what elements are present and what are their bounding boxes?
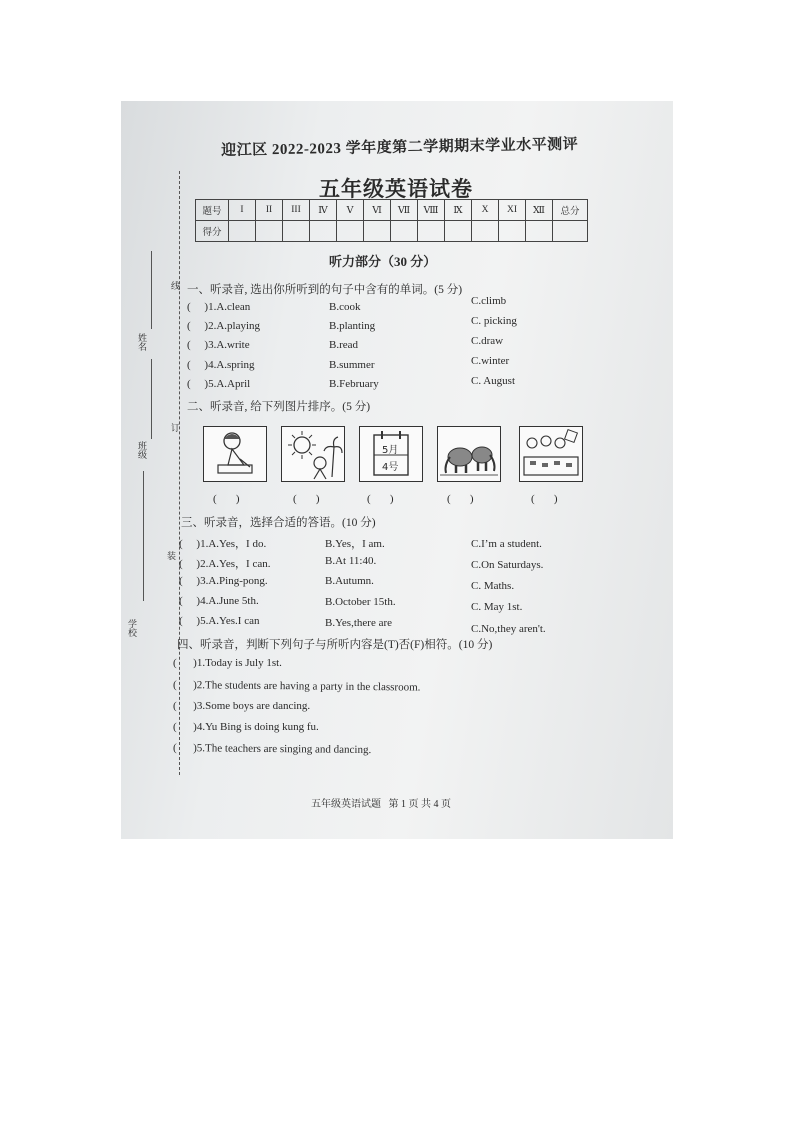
elephant-icon — [438, 427, 500, 481]
s1-q1: ( )1.A.clean — [187, 301, 251, 313]
score-cell[interactable] — [283, 221, 310, 242]
s1-q1-c: C.climb — [471, 295, 507, 307]
bleed-through-text — [221, 123, 224, 135]
score-col: Ⅴ — [337, 200, 364, 221]
s1-q4-c: C.winter — [471, 355, 510, 367]
s3-q2: ( )2.A.Yes，I can. — [179, 558, 271, 570]
exam-title: 迎江区 2022-2023 学年度第二学期期末学业水平测评 — [221, 136, 579, 159]
section1-title: 一、听录音, 选出你所听到的句子中含有的单词。(5 分) — [187, 284, 463, 296]
section4-title: 四、听录音，判断下列句子与所听内容是(T)否(F)相符。(10 分) — [177, 639, 493, 651]
s3-q4: ( )4.A.June 5th. — [179, 595, 259, 607]
s3-q5: ( )5.A.Yes.I can — [179, 615, 260, 627]
picture-calendar — [359, 426, 423, 482]
score-cell[interactable] — [499, 221, 526, 242]
score-col: II — [256, 200, 283, 221]
picture-child-drawing — [203, 426, 267, 482]
exam-subtitle: 五年级英语试卷 — [319, 177, 473, 201]
score-col: III — [283, 200, 310, 221]
score-cell[interactable] — [445, 221, 472, 242]
side-mark-line: 线 — [170, 281, 180, 290]
s1-q5: ( )5.A.April — [187, 378, 251, 390]
sun-icon — [282, 427, 344, 481]
s3-q3-c: C. Maths. — [471, 580, 515, 592]
name-label: 姓名 — [137, 333, 147, 351]
calendar-month: 5月 — [382, 445, 399, 456]
s1-q2: ( )2.A.playing — [187, 320, 261, 332]
school-label: 学校 — [127, 619, 137, 637]
s4-q5: ( )5.The teachers are singing and dancing. — [172, 742, 372, 757]
score-total-header: 总分 — [553, 200, 588, 221]
answer-paren[interactable]: ( ) — [447, 493, 474, 505]
class-label: 班级 — [137, 441, 147, 459]
s4-q4: ( )4.Yu Bing is doing kung fu. — [173, 721, 319, 733]
s3-q4-b: B.October 15th. — [325, 596, 396, 608]
score-table — [195, 199, 588, 242]
s3-q5-c: C.No,they aren't. — [471, 623, 546, 635]
school-underline — [143, 471, 144, 601]
s3-q2-b: B.At 11:40. — [325, 555, 377, 567]
picture-summer-sun — [281, 426, 345, 482]
answer-paren[interactable]: ( ) — [367, 493, 394, 505]
picture-classroom-party — [519, 426, 583, 482]
calendar-day: 4号 — [382, 462, 399, 473]
score-col: Ⅵ — [364, 200, 391, 221]
s1-q4-b: B.summer — [329, 359, 375, 371]
score-cell[interactable] — [364, 221, 391, 242]
score-cell[interactable] — [391, 221, 418, 242]
score-col: XI — [499, 200, 526, 221]
s1-q3-b: B.read — [329, 339, 359, 351]
s3-q1: ( )1.A.Yes，I do. — [179, 538, 267, 550]
score-col: I — [229, 200, 256, 221]
score-total-cell[interactable] — [553, 221, 588, 242]
section2-title: 二、听录音, 给下列图片排序。(5 分) — [187, 401, 371, 413]
score-col: Ⅳ — [310, 200, 337, 221]
s1-q5-b: B.February — [329, 378, 379, 390]
score-cell[interactable] — [418, 221, 445, 242]
s1-q3: ( )3.A.write — [187, 339, 250, 351]
section3-title: 三、听录音，选择合适的答语。(10 分) — [181, 517, 376, 529]
class-underline — [151, 359, 152, 439]
score-cell[interactable] — [337, 221, 364, 242]
answer-paren[interactable]: ( ) — [293, 493, 320, 505]
s4-q2: ( )2.The students are having a party in the classroom. — [172, 679, 421, 694]
score-col: Ⅶ — [391, 200, 418, 221]
s1-q4: ( )4.A.spring — [187, 359, 255, 371]
score-col: X — [472, 200, 499, 221]
score-table-header-label: 题号 — [196, 200, 229, 221]
s3-q3-b: B.Autumn. — [325, 575, 374, 587]
s1-q2-b: B.planting — [329, 320, 376, 332]
exam-photo — [121, 101, 673, 839]
score-col: Ⅷ — [418, 200, 445, 221]
score-col: Ⅸ — [445, 200, 472, 221]
s1-q5-c: C. August — [471, 375, 516, 387]
score-cell[interactable] — [472, 221, 499, 242]
answer-paren[interactable]: ( ) — [531, 493, 558, 505]
s4-q1: ( )1.Today is July 1st. — [173, 657, 282, 669]
s3-q4-c: C. May 1st. — [471, 601, 523, 613]
party-icon — [520, 427, 582, 481]
score-cell[interactable] — [256, 221, 283, 242]
s3-q5-b: B.Yes,there are — [325, 617, 393, 629]
answer-paren[interactable]: ( ) — [213, 493, 240, 505]
side-mark-bind: 装 — [166, 551, 176, 560]
s4-q3: ( )3.Some boys are dancing. — [173, 700, 311, 712]
side-mark-order: 订 — [170, 423, 180, 432]
s3-q1-c: C.I’m a student. — [471, 538, 542, 550]
s3-q1-b: B.Yes，I am. — [325, 538, 385, 550]
score-cell[interactable] — [229, 221, 256, 242]
score-cell[interactable] — [310, 221, 337, 242]
drawing-child-icon — [204, 427, 266, 481]
s3-q2-c: C.On Saturdays. — [471, 559, 544, 571]
s1-q2-c: C. picking — [471, 315, 517, 327]
listening-section-title: 听力部分（30 分） — [329, 254, 437, 269]
score-row-label: 得分 — [196, 221, 229, 242]
score-cell[interactable] — [526, 221, 553, 242]
page-footer: 五年级英语试题 第 1 页 共 4 页 — [311, 799, 451, 810]
score-col: Ⅻ — [526, 200, 553, 221]
picture-elephants — [437, 426, 501, 482]
s1-q1-b: B.cook — [329, 301, 361, 313]
name-underline — [151, 251, 152, 329]
s3-q3: ( )3.A.Ping-pong. — [179, 575, 268, 587]
s1-q3-c: C.draw — [471, 335, 504, 347]
